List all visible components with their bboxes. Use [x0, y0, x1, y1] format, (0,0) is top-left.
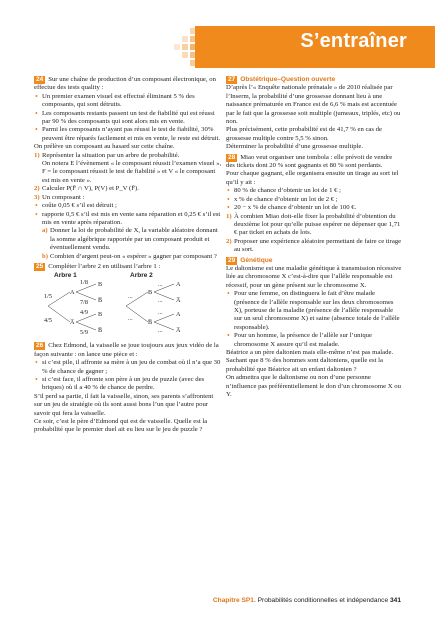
question-3: 3) Un composant :	[34, 193, 85, 201]
list-item: • rapporte 0,5 € s’il est mis en vente sans réparation et 0,25 € s’il est mis en vente après réparation.	[34, 211, 222, 228]
exercise-intro: Chez Edmond, la vaisselle se joue toujours aux jeux vidéo de la façon suivante : on lance une pièce et :	[34, 342, 219, 358]
right-column	[226, 76, 402, 399]
paragraph: Sachant que 8 % des hommes sont daltoniens, quelle est la probabilité que Béatrice ait un enfant daltonien ?	[226, 357, 383, 373]
game-list	[34, 359, 222, 393]
tree1-leaf-Bbar: B̅	[98, 327, 103, 335]
tree-diagrams	[34, 280, 222, 340]
list-item: • Un premier examen visuel est effectué éliminant 5 % des composants, qui sont détruits.	[34, 93, 222, 110]
paragraph: D’après l’« Enquête nationale prénatale » de 2010 réalisée par l’Inserm, la probabilité d’une grossesse donnant lieu à une naissance prématurée en France est de 6,6 % mais est accentuée par le fait que la grossesse soit multiple (jumeaux, triplés, etc) ou non.	[226, 84, 401, 126]
list-item: • Pour une femme, on distinguera le fait d’être malade (présence de l’allèle responsable sur les deux chromosomes X), porteuse de la maladie (présence de l’allèle responsable sur un seul chromosome X) et saine (absence totale de l’allèle responsable).	[226, 290, 402, 332]
question-1: 1) À combien Miao doit-elle fixer la probabilité d’obtention du deuxième lot pour qu’elle puisse espérer ne dépenser que 1,71 € par ticket en achats de lots.	[226, 212, 401, 237]
tree2-blank: ...	[158, 281, 163, 289]
list-item: • si c’est face, il affronte son père à un jeu de puzzle (avec des briques) où il a 40 % de chance de perdre.	[34, 376, 222, 393]
exercise-29	[226, 257, 402, 400]
exercise-number: 24	[36, 76, 44, 83]
notation-text: On notera E l’évènement « le composant réussit l’examen visuel », F = le composant réussit le test de fiabilité » et V « le composant est mis en vente ».	[42, 160, 222, 184]
question-3b: b) Combien d’argent peut-on « espérer » gagner par composant ?	[42, 252, 217, 260]
tree2-blank: ...	[128, 315, 133, 323]
list-item: • x % de chance d’obtenir un lot de 2 € ;	[226, 196, 402, 204]
tree1-prob-a: 1/5	[44, 293, 52, 301]
paragraph: Plus précisément, cette probabilité est de 41,7 % en cas de grossesse multiple contre 5,5 % sinon.	[226, 126, 382, 142]
paragraph: Déterminer la probabilité d’une grossesse multiple.	[226, 143, 364, 151]
exercise-28	[226, 154, 402, 255]
exercise-title: Obstétrique–Question ouverte	[240, 76, 336, 83]
tree1-prob-b1: 1/8	[80, 280, 88, 287]
question-1: 1) Représenter la situation par un arbre de probabilité.	[34, 151, 180, 159]
list-item: • si c’est pile, il affronte sa mère à un jeu de combat où il n’a que 30 % de chance de gagner ;	[34, 359, 222, 376]
tree1-prob-b2: 7/8	[80, 299, 88, 307]
probability-trees	[34, 272, 222, 340]
footer-chapter: Chapitre SP1.	[212, 597, 256, 604]
exercise-26	[34, 342, 222, 434]
exercise-27	[226, 76, 402, 152]
tree2-leaf-Abar: A̅	[176, 327, 181, 335]
list-item: • 80 % de chance d’obtenir un lot de 1 € ;	[226, 187, 402, 195]
cost-list	[34, 202, 222, 227]
tree2-blank: ...	[158, 309, 163, 317]
exercise-number: 25	[36, 262, 44, 270]
paragraph: Béatrice a un père daltonien mais elle-même n’est pas malade.	[226, 349, 394, 356]
tree1-node-A: A	[70, 289, 75, 297]
question-2: 2) Proposer une expérience aléatoire permettant de faire ce tirage au sort.	[226, 237, 402, 254]
tree2-blank: ...	[158, 297, 163, 305]
tree2-blank: ...	[128, 293, 133, 301]
tree1-prob-b4: 5/9	[80, 329, 88, 337]
question-3a: a) Donner la loi de probabilité de X, la variable aléatoire donnant la somme algébrique rapportée par un composant produit et éventuellement vendu.	[42, 227, 218, 252]
exercise-intro: Sur une chaîne de production d’un composant électronique, on effectue des tests quality :	[34, 76, 216, 92]
prelude-text: On prélève un composant au hasard sur cette chaîne.	[34, 143, 175, 151]
tree2-node-B: B	[148, 289, 153, 297]
tree2-leaf-A: A	[176, 311, 181, 319]
paragraph: Le daltonisme est une maladie génétique à transmission récessive liée au chromosome X c’est-à-dire que l’allèle responsable est récessif, pour un gène présent sur le chromosome X.	[226, 264, 402, 289]
tree2-node-Bbar: B̅	[148, 319, 153, 327]
paragraph: On admettra que le daltonisme ou non d’une personne n’influence pas préférentiellement le don d’un chromosome X ou Y.	[226, 374, 401, 399]
exercise-title: Génétique	[240, 256, 273, 264]
tree1-prob-abar: 4/5	[44, 317, 52, 325]
tree-2-title: Arbre 2	[130, 272, 153, 280]
tree2-leaf-A: A	[176, 281, 181, 289]
exercise-number: 29	[228, 256, 236, 264]
exercise-number: 28	[228, 153, 236, 161]
page-number: 341	[389, 597, 401, 604]
list-item: • Les composants restants passent un test de fiabilité qui est réussi par 90 % des composants qui sont alors mis en vente.	[34, 110, 222, 127]
list-item: • Pour un homme, la présence de l’allèle sur l’unique chromosome X assure qu’il est malade.	[226, 332, 402, 349]
exercise-25	[34, 263, 222, 340]
list-item: • 20 − x % de chance d’obtenir un lot de 100 €.	[226, 204, 402, 212]
list-item: • coûte 0,05 € s’il est détruit ;	[34, 202, 222, 210]
exercise-number: 27	[228, 76, 236, 83]
tree1-leaf-Bbar: B̅	[98, 297, 103, 305]
tree1-prob-b3: 4/9	[80, 309, 88, 317]
footer-title: Probabilités conditionnelles et indépendance	[257, 597, 389, 604]
prize-list	[226, 187, 402, 212]
test-list	[34, 93, 222, 143]
exercise-intro: Miao veut organiser une tombola : elle prévoit de vendre des tickets dont 20 % sont gagnants et 80 % sont perdants.	[226, 153, 393, 170]
page-footer	[213, 597, 401, 604]
tree1-leaf-B: B	[98, 281, 103, 289]
tree1-leaf-B: B	[98, 311, 103, 319]
left-column	[34, 76, 222, 435]
paragraph: Pour chaque gagnant, elle organisera ensuite un tirage au sort tel qu’il y ait :	[226, 170, 399, 186]
section-title: S’entraîner	[300, 30, 407, 52]
paragraph: Ce soir, c’est le père d’Edmond qui est de vaisselle. Quelle est la probabilité que le premier duel ait eu lieu sur le jeu de puzzle ?	[34, 418, 208, 434]
exercise-24	[34, 76, 222, 261]
genetics-list	[226, 290, 402, 349]
paragraph: S’il perd sa partie, il fait la vaisselle, sinon, ses parents s’affrontent sur un jeu de stratégie où ils sont aussi bons l’un que l’autre pour savoir qui fera la vaisselle.	[34, 392, 214, 417]
section-header	[195, 26, 435, 68]
exercise-text: Compléter l’arbre 2 en utilisant l’arbre 1 :	[48, 262, 161, 270]
list-item: • Parmi les composants n’ayant pas réussi le test de fiabilité, 30% peuvent être réparés facilement et mis en vente, le reste est détruit.	[34, 126, 222, 143]
tree-1-title: Arbre 1	[54, 272, 77, 280]
tree1-node-Abar: A̅	[70, 319, 75, 327]
exercise-number: 26	[36, 342, 44, 350]
tree2-leaf-Abar: A̅	[176, 297, 181, 305]
tree2-blank: ...	[158, 327, 163, 335]
question-2: 2) Calculer P(F̄ ∩ V), P(V) et P_V (F̄).	[34, 185, 139, 193]
